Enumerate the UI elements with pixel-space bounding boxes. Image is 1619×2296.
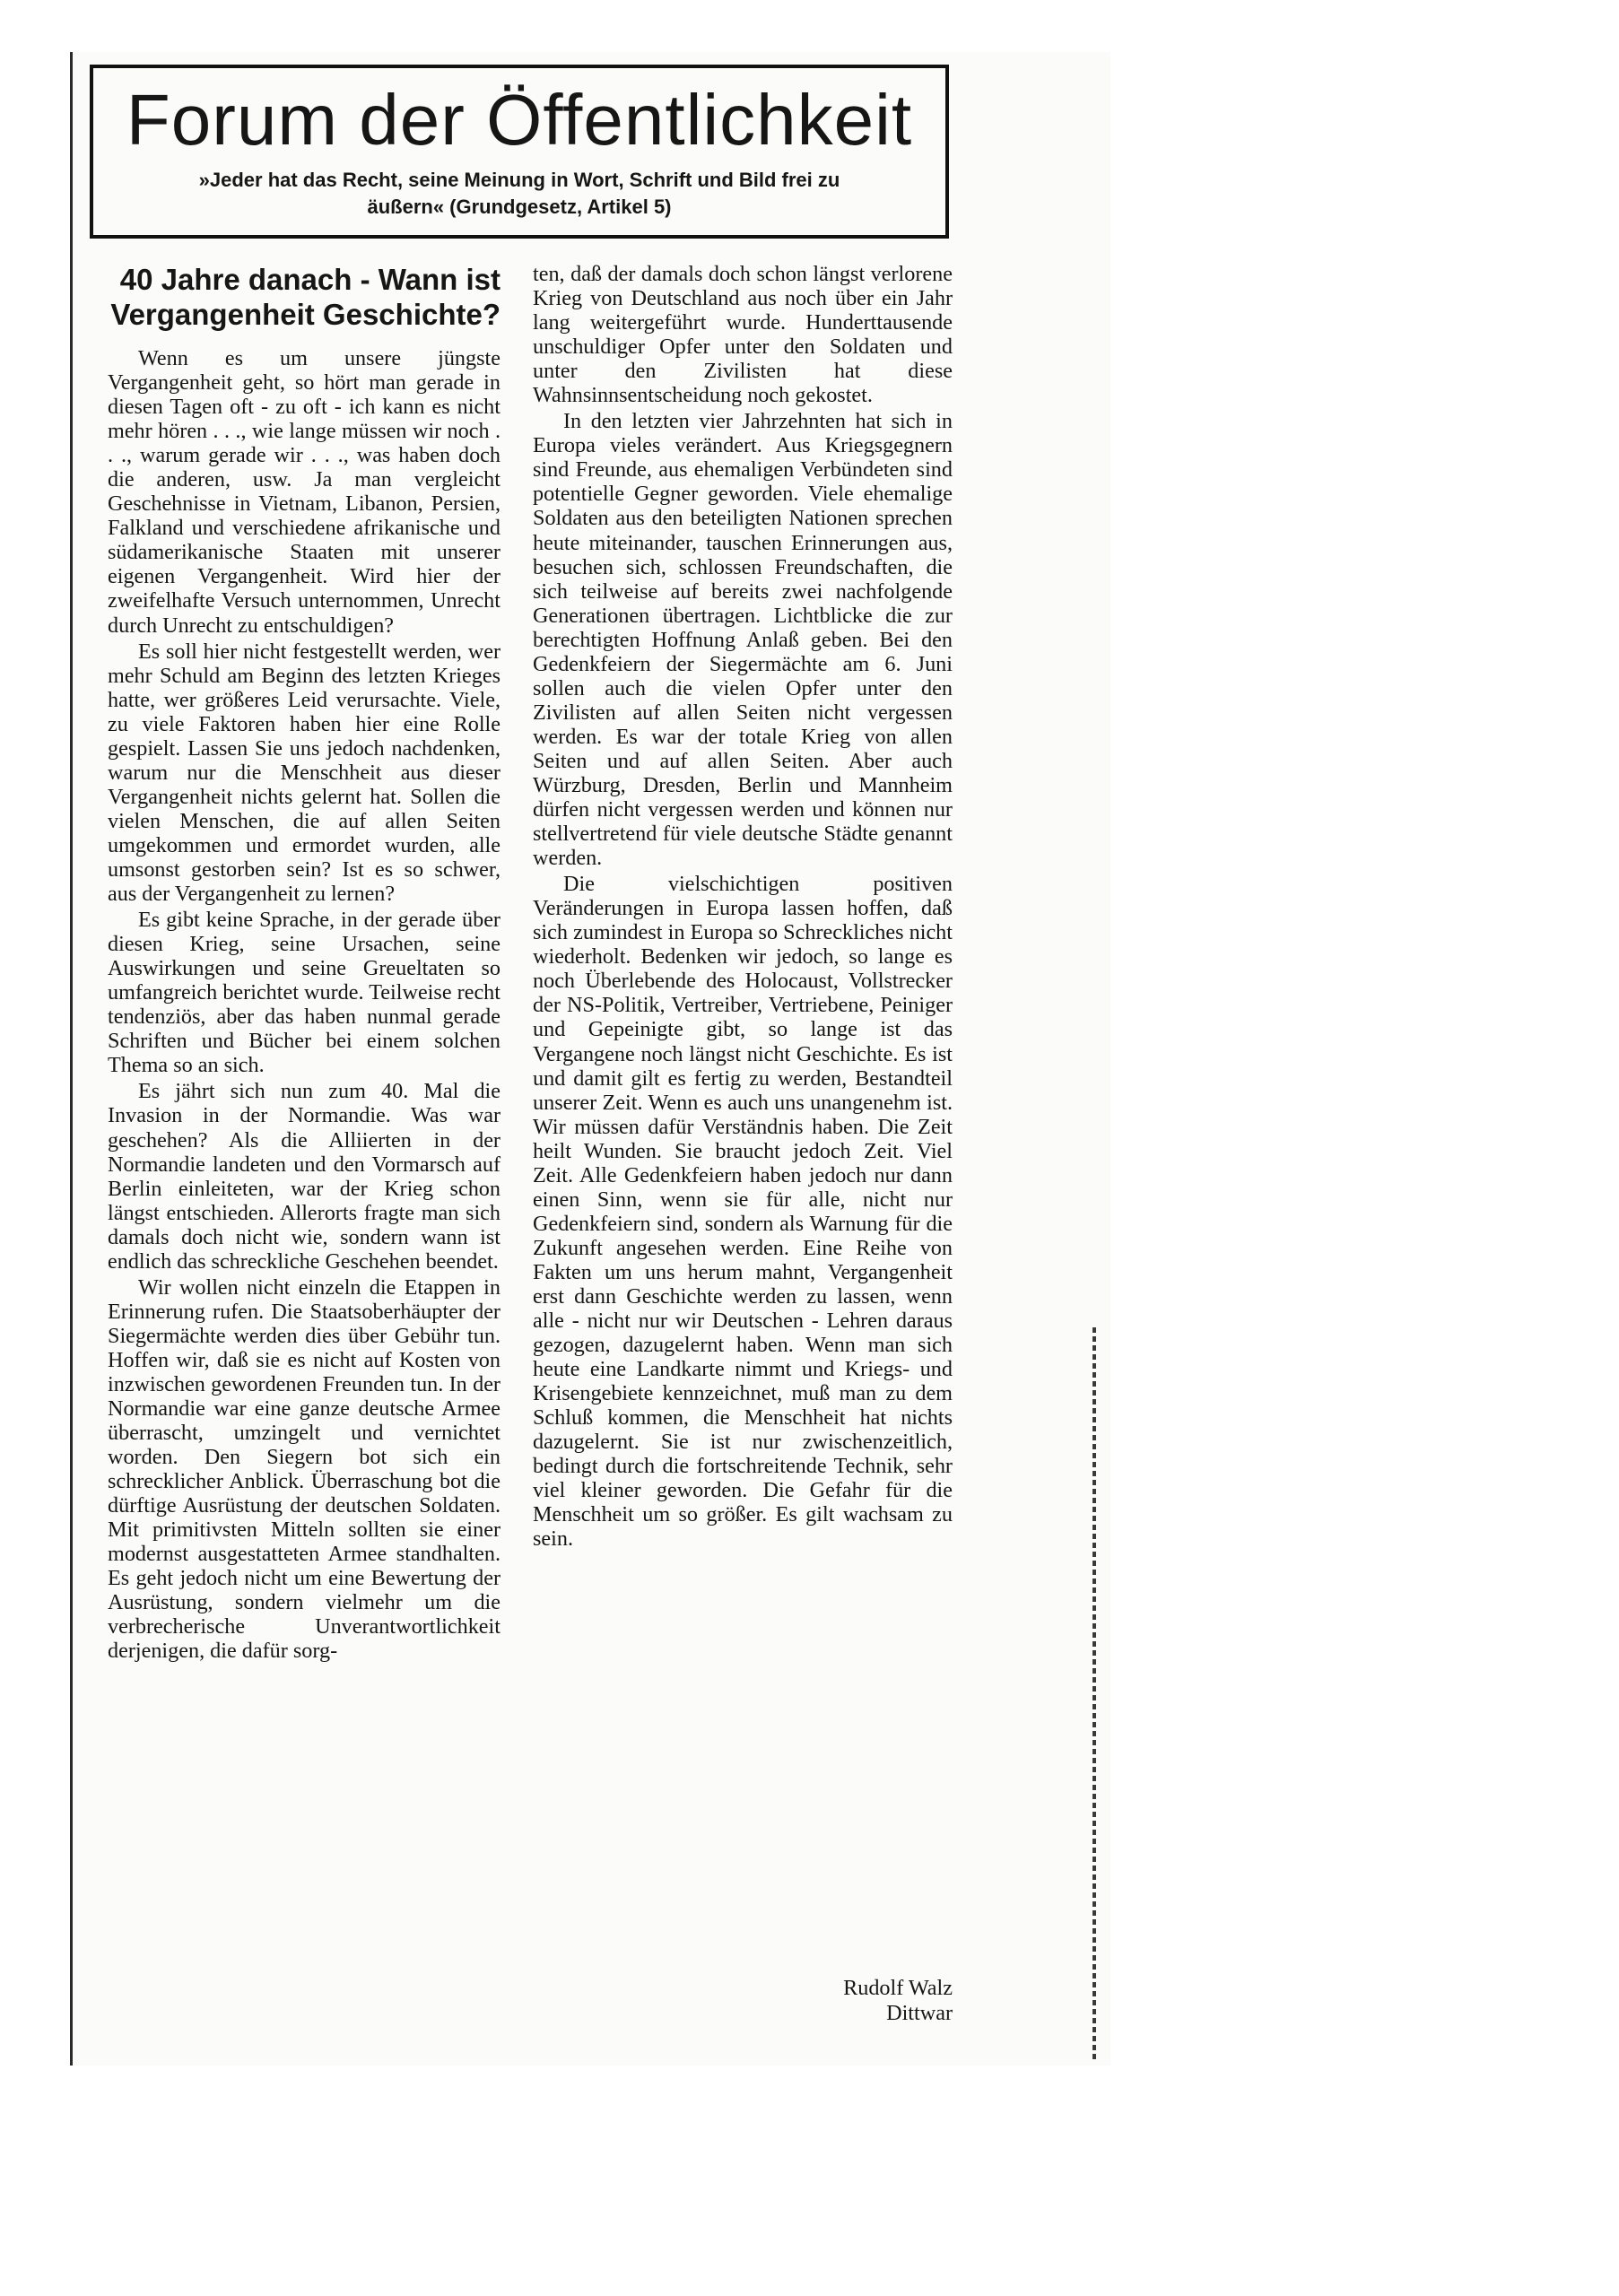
author-signature	[533, 1976, 953, 2026]
clipping-edge	[70, 52, 73, 2066]
forum-masthead	[90, 65, 949, 239]
article-headline: 40 Jahre danach - Wann ist Vergangenheit Geschichte?	[110, 263, 500, 331]
article-paragraph: Es jährt sich nun zum 40. Mal die Invasion in der Normandie. Was war geschehen? Als die Alliierten in der Normandie landeten und den Vormarsch auf Berlin einleiteten, war der Krieg schon längst entschieden. Allerorts fragte man sich damals doch nicht wie, sondern wann ist endlich das schreckliche Geschehen beendet.	[108, 1079, 500, 1274]
article-paragraph: Die vielschichtigen positiven Veränderungen in Europa lassen hoffen, daß sich zumindest in Europa so Schreckliches nicht wiederholt. Bedenken wir jedoch, so lange es noch Überlebende des Holocaust, Vollstrecker der NS-Politik, Vertreiber, Vertriebene, Peiniger und Gepeinigte gibt, so lange ist das Vergangene noch längst nicht Geschichte. Es ist und damit gilt es fertig zu werden, Bestandteil unserer Zeit. Wenn es auch uns unangenehm ist. Wir müssen dafür Verständnis haben. Die Zeit heilt Wunden. Sie braucht jedoch Zeit. Viel Zeit. Alle Gedenkfeiern haben jedoch nur dann einen Sinn, wenn sie für alle, nicht nur Gedenkfeiern sind, sondern als Warnung für die Zukunft angesehen werden. Eine Reihe von Fakten um uns herum mahnt, Vergangenheit erst dann Geschichte werden zu lassen, wenn alle - nicht nur wir Deutschen - Lehren daraus gezogen, dazugelernt haben. Wenn man sich heute eine Landkarte nimmt und Kriegs- und Krisengebiete kennzeichnet, muß man zu dem Schluß kommen, die Menschheit hat nichts dazugelernt. Sie ist nur zwischenzeitlich, bedingt durch die fortschreitende Technik, sehr viel kleiner geworden. Die Gefahr für die Menschheit um so größer. Es gilt wachsam zu sein.	[533, 872, 953, 1552]
article-column-right	[533, 262, 953, 1551]
article-paragraph: In den letzten vier Jahrzehnten hat sich in Europa vieles verändert. Aus Kriegsgegnern sind Freunde, aus ehemaligen Verbündeten sind potentielle Gegner geworden. Viele ehemalige Soldaten aus den beteiligten Nationen sprechen heute miteinander, tauschen Erinnerungen aus, besuchen sich, schlossen Freundschaften, die sich teilweise auf bereits zwei nachfolgende Generationen übertragen. Lichtblicke die zur berechtigten Hoffnung Anlaß geben. Bei den Gedenkfeiern der Siegermächte am 6. Juni sollen auch die vielen Opfer unter den Zivilisten auf allen Seiten nicht vergessen werden. Es war der totale Krieg von allen Seiten und auf allen Seiten. Aber auch Würzburg, Dresden, Berlin und Mannheim dürfen nicht vergessen werden und können nur stellvertretend für viele deutsche Städte genannt werden.	[533, 409, 953, 871]
author-place: Dittwar	[886, 2001, 953, 2025]
masthead-title: Forum der Öffentlichkeit	[126, 80, 913, 160]
article-paragraph: Wir wollen nicht einzeln die Etappen in Erinnerung rufen. Die Staatsoberhäupter der Siegermächte werden dies über Gebühr tun. Hoffen wir, daß sie es nicht auf Kosten von inzwischen gewordenen Freunden tun. In der Normandie war eine ganze deutsche Armee überrascht, umzingelt und vernichtet worden. Den Siegern bot sich ein schrecklicher Anblick. Überraschung bot die dürftige Ausrüstung der deutschen Soldaten. Mit primitivsten Mitteln sollten sie einer modernst ausgestatteten Armee standhalten. Es geht jedoch nicht um eine Bewertung der Ausrüstung, sondern vielmehr um die verbrecherische Unverantwortlichkeit derjenigen, die dafür sorg-	[108, 1274, 500, 1664]
clipping-edge-dots	[1092, 1327, 1096, 2063]
masthead-quote: »Jeder hat das Recht, seine Meinung in Wort, Schrift und Bild frei zu äußern« (Grundgesetz, Artikel 5)	[198, 169, 840, 218]
article-paragraph: Es soll hier nicht festgestellt werden, wer mehr Schuld am Beginn des letzten Krieges hatte, wer größeres Leid verursachte. Viele, zu viele Faktoren haben hier eine Rolle gespielt. Lassen Sie uns jedoch nachdenken, warum nur die Menschheit aus dieser Vergangenheit nichts gelernt hat. Sollen die vielen Menschen, die auf allen Seiten umgekommen und ermordet wurden, alle umsonst gestorben sein? Ist es so schwer, aus der Vergangenheit zu lernen?	[108, 639, 500, 907]
article-column-left	[108, 262, 500, 1664]
article-paragraph: Es gibt keine Sprache, in der gerade über diesen Krieg, seine Ursachen, seine Auswirkungen und seine Greueltaten so umfangreich berichtet wurde. Teilweise recht tendenziös, aber das haben nunmal gerade Schriften und Bücher bei einem solchen Thema so an sich.	[108, 908, 500, 1078]
article-paragraph-continuation: ten, daß der damals doch schon längst verlorene Krieg von Deutschland aus noch über ein Jahr lang weitergeführt wurde. Hunderttausende unschuldiger Opfer unter den Soldaten und unter den Zivilisten hat diese Wahnsinnsentscheidung noch gekostet.	[533, 262, 953, 408]
article-paragraph: Wenn es um unsere jüngste Vergangenheit geht, so hört man gerade in diesen Tagen oft - zu oft - ich kann es nicht mehr hören . . ., wie lange müssen wir noch . . ., warum gerade wir . . ., was haben doch die anderen, usw. Ja man vergleicht Geschehnisse in Vietnam, Libanon, Persien, Falkland und verschiedene afrikanische und südamerikanische Staaten mit unserer eigenen Vergangenheit. Wird hier der zweifelhafte Versuch unternommen, Unrecht durch Unrecht zu entschuldigen?	[108, 346, 500, 638]
author-name: Rudolf Walz	[843, 1976, 953, 2000]
